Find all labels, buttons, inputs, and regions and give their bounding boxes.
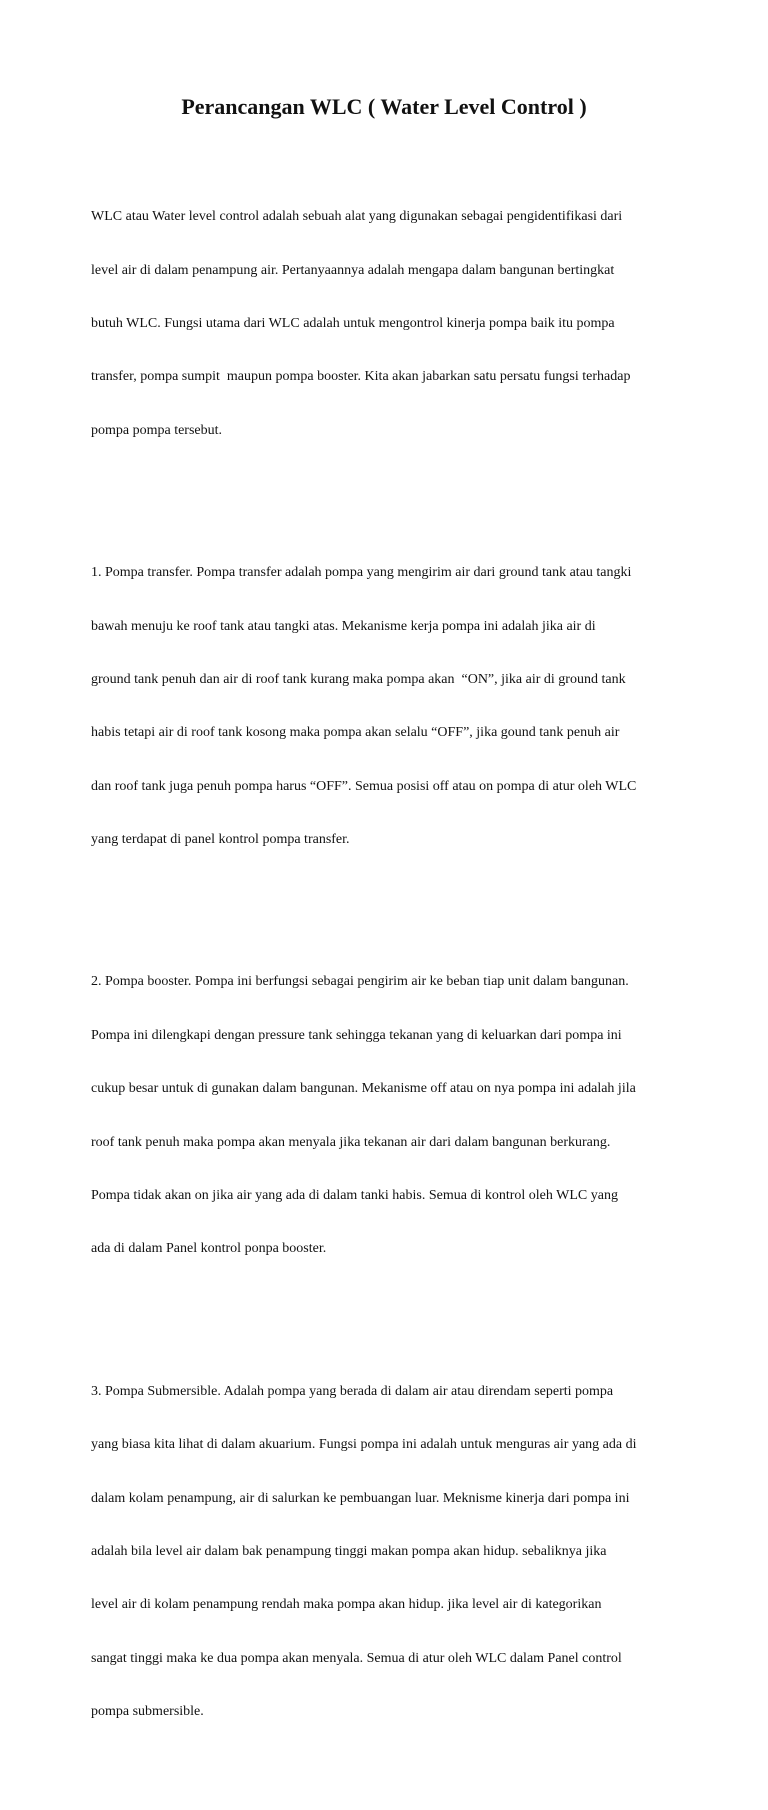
text-line: adalah bila level air dalam bak penampung tinggi makan pompa akan hidup. sebaliknya jika bbox=[91, 1543, 607, 1559]
text-line: level air di dalam penampung air. Pertanyaannya adalah mengapa dalam bangunan bertingkat bbox=[91, 262, 615, 278]
text-line: pompa pompa tersebut. bbox=[91, 422, 223, 438]
text-line: yang biasa kita lihat di dalam akuarium. Fungsi pompa ini adalah untuk menguras air yang ada di bbox=[91, 1437, 637, 1453]
text-line: pompa submersible. bbox=[91, 1704, 204, 1720]
paragraph-pompa-booster bbox=[91, 938, 686, 1294]
text-line: Pompa ini dilengkapi dengan pressure tank sehingga tekanan yang di keluarkan dari pompa ini bbox=[91, 1027, 622, 1043]
document-body bbox=[91, 137, 686, 1810]
text-line: 3. Pompa Submersible. Adalah pompa yang berada di dalam air atau direndam seperti pompa bbox=[91, 1383, 614, 1399]
text-line: transfer, pompa sumpit maupun pompa booster. Kita akan jabarkan satu persatu fungsi terhadap bbox=[91, 369, 631, 385]
text-line: Pompa tidak akan on jika air yang ada di dalam tanki habis. Semua di kontrol oleh WLC yang bbox=[91, 1188, 618, 1204]
paragraph-pompa-transfer bbox=[91, 529, 686, 885]
text-line: WLC atau Water level control adalah sebuah alat yang digunakan sebagai pengidentifikasi dari bbox=[91, 209, 623, 225]
text-line: dan roof tank juga penuh pompa harus “OFF”. Semua posisi off atau on pompa di atur oleh WLC bbox=[91, 778, 637, 794]
text-line: yang terdapat di panel kontrol pompa transfer. bbox=[91, 832, 350, 848]
text-line: butuh WLC. Fungsi utama dari WLC adalah untuk mengontrol kinerja pompa baik itu pompa bbox=[91, 315, 615, 331]
paragraph-intro bbox=[91, 173, 686, 476]
text-line: level air di kolam penampung rendah maka pompa akan hidup. jika level air di kategorikan bbox=[91, 1597, 602, 1613]
paragraph-pompa-submersible bbox=[91, 1347, 686, 1756]
document-title: Perancangan WLC ( Water Level Control ) bbox=[181, 94, 587, 119]
text-line: sangat tinggi maka ke dua pompa akan menyala. Semua di atur oleh WLC dalam Panel control bbox=[91, 1650, 622, 1666]
text-line: 2. Pompa booster. Pompa ini berfungsi sebagai pengirim air ke beban tiap unit dalam bangunan. bbox=[91, 974, 629, 990]
text-line: ada di dalam Panel kontrol ponpa booster. bbox=[91, 1241, 327, 1257]
text-line: bawah menuju ke roof tank atau tangki atas. Mekanisme kerja pompa ini adalah jika air di bbox=[91, 618, 596, 634]
text-line: ground tank penuh dan air di roof tank kurang maka pompa akan “ON”, jika air di ground tank bbox=[91, 671, 626, 687]
text-line: 1. Pompa transfer. Pompa transfer adalah pompa yang mengirim air dari ground tank atau tangki bbox=[91, 565, 632, 581]
text-line: dalam kolam penampung, air di salurkan ke pembuangan luar. Meknisme kinerja dari pompa ini bbox=[91, 1490, 630, 1506]
text-line: habis tetapi air di roof tank kosong maka pompa akan selalu “OFF”, jika gound tank penuh air bbox=[91, 725, 620, 741]
text-line: roof tank penuh maka pompa akan menyala jika tekanan air dari dalam bangunan berkurang. bbox=[91, 1134, 611, 1150]
text-line: cukup besar untuk di gunakan dalam bangunan. Mekanisme off atau on nya pompa ini adalah jila bbox=[91, 1081, 636, 1097]
